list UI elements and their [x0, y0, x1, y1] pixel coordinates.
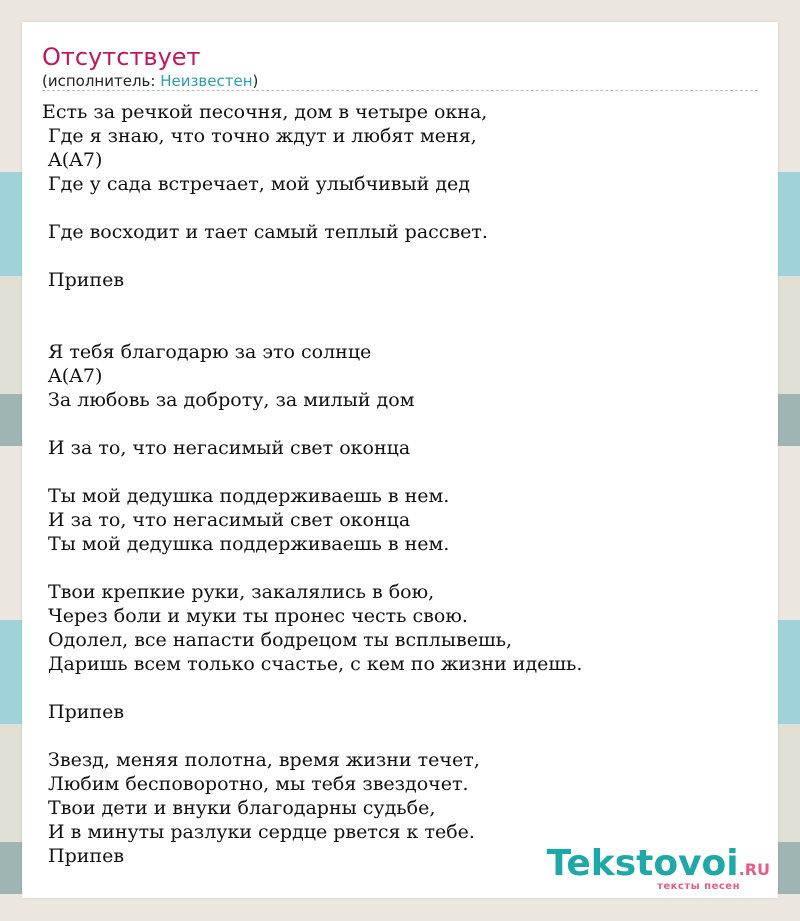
artist-prefix: (исполнитель: [42, 72, 161, 90]
artist-line [42, 71, 258, 91]
artist-suffix: ) [252, 72, 259, 90]
title-divider [42, 90, 758, 91]
lyrics-text: Есть за речкой песочня, дом в четыре окна, Где я знаю, что точно ждут и любят меня, A(A7) Где у сада встречает, мой улыбчивый дед Где восходит и тает самый теплый рассвет. Припев Я тебя благодарю за это солнце A(A7) За любовь за доброту, за милый дом И за то, что негасимый свет оконца Ты мой дедушка поддерживаешь в нем. И за то, что негасимый свет оконца Ты мой дедушка поддерживаешь в нем. Твои крепкие руки, закалялись в бою, Через боли и муки ты пронес честь свою. Одолел, все напасти бодрецом ты всплывешь, Даришь всем только счастье, с кем по жизни идешь. Припев Звезд, меняя полотна, время жизни течет, Любим бесповоротно, мы тебя звездочет. Твои дети и внуки благодарны судьбе, И в минуты разлуки сердце рвется к тебе. Припев [42, 101, 583, 867]
lyrics-card [22, 22, 778, 898]
artist-link[interactable]: Неизвестен [160, 72, 253, 90]
song-title: Отсутствует [42, 43, 201, 71]
site-logo[interactable] [547, 844, 770, 890]
logo-tld: .RU [738, 860, 770, 879]
logo-name: Tekstovoi [546, 843, 739, 884]
logo-tagline: тексты песен [657, 881, 740, 892]
background-stripe [0, 894, 800, 921]
